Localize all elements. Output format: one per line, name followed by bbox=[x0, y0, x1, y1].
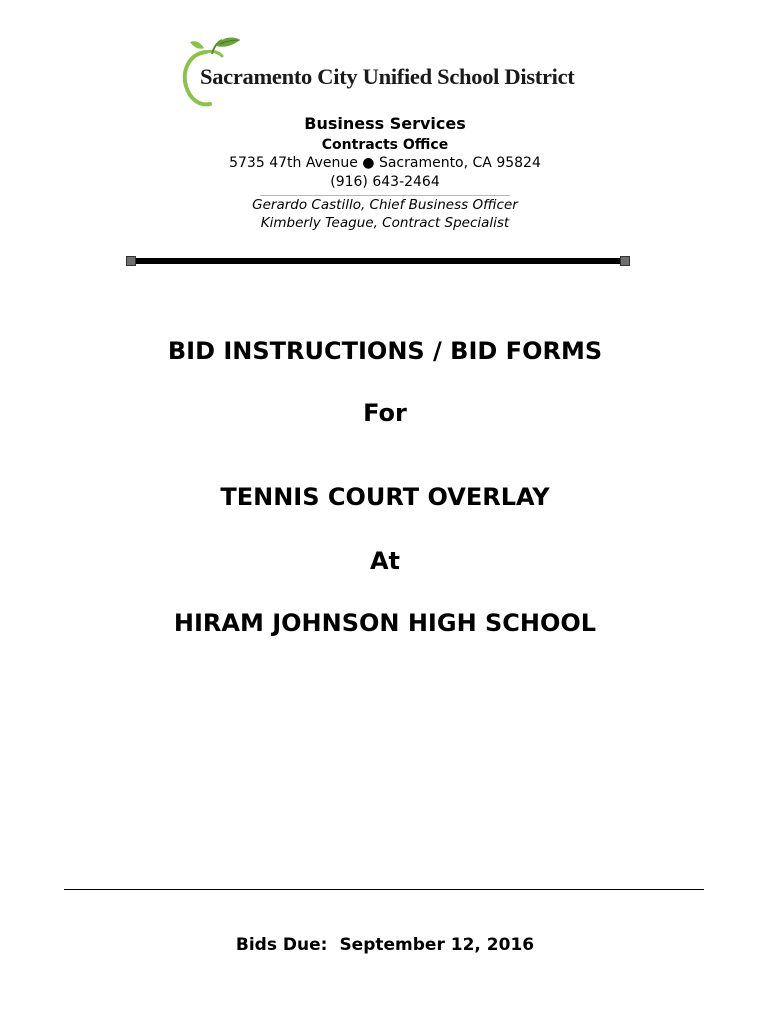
footer-divider bbox=[64, 889, 704, 890]
bids-due-date: September 12, 2016 bbox=[339, 935, 535, 955]
specialist-line: Kimberly Teague, Contract Specialist bbox=[260, 215, 510, 231]
district-logo bbox=[182, 34, 602, 110]
bids-due-label: Bids Due: bbox=[235, 935, 328, 955]
department-heading: Business Services bbox=[304, 114, 466, 133]
officer-line: Gerardo Castillo, Chief Business Officer bbox=[252, 197, 518, 213]
title-for: For bbox=[363, 399, 407, 427]
school-name: HIRAM JOHNSON HIGH SCHOOL bbox=[173, 609, 597, 637]
title-at: At bbox=[369, 547, 401, 575]
office-heading: Contracts Office bbox=[321, 137, 449, 153]
divider-cap-right bbox=[620, 256, 630, 266]
document-title: BID INSTRUCTIONS / BID FORMS bbox=[167, 337, 603, 365]
project-name: TENNIS COURT OVERLAY bbox=[220, 483, 550, 511]
phone-line: (916) 643-2464 bbox=[330, 174, 440, 190]
logo-text: Sacramento City Unified School District bbox=[200, 64, 575, 89]
address-line: 5735 47th Avenue ● Sacramento, CA 95824 bbox=[229, 155, 541, 171]
bids-due bbox=[0, 935, 770, 955]
divider-cap-left bbox=[126, 256, 136, 266]
heavy-divider bbox=[128, 258, 628, 264]
header-divider bbox=[260, 195, 510, 196]
